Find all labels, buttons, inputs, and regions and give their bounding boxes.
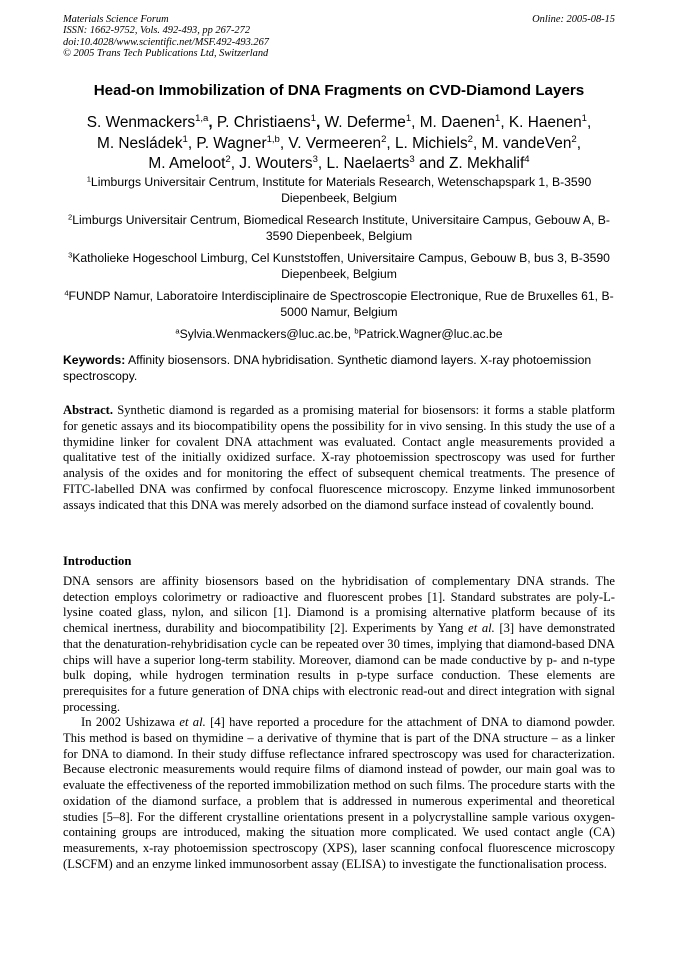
author-superscript: 1: [581, 113, 587, 125]
email-line: $^a$Sylvia.Wenmackers@luc.ac.be, $^b$Patrick.Wagner@luc.ac.be: [175, 326, 503, 341]
author-list: S. Wenmackers$^{1,a}$, P. Christiaens$^1$, W. Deferme$^1$, M. Daenen$^1$, K. Haenen$^1$, M. Nesládek$^1$, P. Wagner$^{1,b}$, V. Vermeeren$^2$, L. Michiels$^2$, M. vandeVen$^2$, M. Ameloot$^2$, J. Wouters$^3$, L. Naelaerts$^3$ and Z. Mekhalif$^4$: [86, 113, 592, 172]
paragraph-text: [3] have demonstrated that the denaturation-rehybridisation cycle can be repeated over 30 times, implying that diamond-based DNA chips will have a superior long-term stability. Moreover, diamond can be made conductive by p- and n-type bulk doping, while hydrogen termination results in p-type surface conduction. These elements are prerequisites for a future generation of DNA chips with electronic read-out and direct integration with signal processing.: [63, 621, 615, 714]
author-name: S. Wenmackers: [86, 114, 196, 131]
paragraph: [63, 715, 615, 872]
paragraph-text: In 2002 Ushizawa: [81, 715, 180, 730]
affiliation-number: 3: [68, 250, 73, 260]
email-marker: b: [354, 326, 359, 336]
paragraph-text: [4] have reported a procedure for the attachment of DNA to diamond powder. This method is based on thymidine – a derivative of thymine that is part of the DNA structure – as a linker for DNA to diamond. In their study diffuse reflectance infrared spectroscopy was used for characterization. Because electronic measurements would require films of diamond instead of powder, our main goal was to evaluate the effectiveness of the reported immobilization method on such films. The procedure starts with the oxidation of the diamond surface, a problem that is addressed in numerous experimental and theoretical studies [5–8]. For the different crystalline orientations present in a polycrystalline sample various oxygen-containing groups are introduced, making the situation more complicated. We used contact angle (CA) measurements, x-ray photoemission spectroscopy (XPS), laser scanning confocal fluorescence microscopy (LSCFM) and an enzyme linked immunosorbent assay (ELISA) to investigate the functionalisation process.: [63, 715, 615, 871]
author-superscript: 1,b: [266, 133, 280, 145]
author-name: K. Haenen: [508, 114, 582, 131]
author-name: L. Michiels: [394, 134, 468, 152]
author-name: P. Christiaens: [216, 114, 311, 131]
paragraph: [63, 574, 615, 715]
abstract: [63, 403, 615, 514]
affiliation-number: 4: [64, 288, 69, 298]
affiliation: [62, 289, 616, 320]
author-superscript: 1: [310, 113, 317, 125]
author-name: Z. Mekhalif: [448, 155, 525, 172]
author-superscript: 2: [467, 133, 473, 145]
paragraph-text: DNA sensors are affinity biosensors based on the hybridisation of complementary DNA strands. The detection employs colorimetry or radioactive and fluorescent probes [1]. Standard substrates are poly-L-lysine coated glass, nylon, and silicon [1]. Diamond is a promising alternative platform because of its chemical inertness, durability and biocompatibility [2]. Experiments by Yang: [63, 574, 615, 636]
author-name: V. Vermeeren: [288, 134, 382, 152]
author-name: L. Naelaerts: [326, 155, 410, 172]
author-superscript: 3: [409, 154, 415, 166]
affiliation-text: Limburgs Universitair Centrum, Institute for Materials Research, Wetenschapspark 1, B-3590 Diepenbeek, Belgium: [90, 175, 592, 205]
author-superscript: 1: [182, 133, 188, 145]
author-superscript: 1: [495, 113, 501, 125]
affiliation-list: [62, 175, 616, 350]
author-superscript: 2: [571, 133, 577, 145]
journal-header: [63, 14, 615, 60]
introduction-heading: Introduction: [63, 554, 132, 568]
author-name: M. Daenen: [419, 114, 496, 131]
journal-doi: doi:10.4028/www.scientific.net/MSF.492-493.267: [63, 36, 269, 48]
keywords-label: Keywords:: [63, 353, 126, 367]
affiliation-text: Katholieke Hogeschool Limburg, Cel Kunststoffen, Universitaire Campus, Gebouw B, bus 3, B-3590 Diepenbeek, Belgium: [72, 251, 610, 281]
author-name: P. Wagner: [196, 134, 267, 152]
journal-name: Materials Science Forum: [63, 14, 169, 25]
journal-copyright: © 2005 Trans Tech Publications Ltd, Switzerland: [63, 48, 269, 60]
introduction-body: [63, 574, 615, 872]
affiliation: [62, 251, 616, 282]
authors-and: and: [419, 155, 445, 172]
abstract-label: Abstract.: [63, 403, 114, 417]
author-superscript: 1,a: [195, 113, 209, 125]
author-superscript: 4: [524, 154, 530, 166]
affiliation: [62, 175, 616, 206]
affiliation-text: FUNDP Namur, Laboratoire Interdisciplinaire de Spectroscopie Electronique, Rue de Bruxelles 61, B-5000 Namur, Belgium: [68, 289, 614, 319]
affiliation: [62, 213, 616, 244]
email-a[interactable]: Sylvia.Wenmackers@luc.ac.be: [179, 327, 348, 341]
author-name: M. Ameloot: [148, 155, 226, 172]
online-date: Online: 2005-08-15: [532, 14, 615, 25]
author-name: M. Nesládek: [97, 134, 183, 152]
et-al: et al.: [179, 715, 206, 730]
keywords: [63, 352, 615, 384]
email-marker: a: [175, 326, 180, 336]
affiliation-number: 2: [67, 212, 73, 222]
author-superscript: 2: [381, 133, 387, 145]
author-name: M. vandeVen: [481, 134, 572, 152]
author-name: W. Deferme: [324, 114, 406, 131]
et-al: et al.: [468, 621, 495, 636]
affiliation-number: 1: [86, 174, 91, 184]
author-superscript: 1: [405, 113, 412, 125]
keywords-text: Affinity biosensors. DNA hybridisation. Synthetic diamond layers. X-ray photoemission spectroscopy.: [63, 353, 592, 383]
author-superscript: 3: [312, 154, 318, 166]
author-superscript: 2: [225, 154, 231, 166]
abstract-text: Synthetic diamond is regarded as a promising material for biosensors: it forms a stable platform for genetic assays and its biocompatibility opens the possibility for in vivo sensing. In this study the use of a thymidine linker for covalent DNA attachment was evaluated. Contact angle measurements provided a qualitative test of the initially oxidized surface. X-ray photoemission spectroscopy was used for further analysis of the oxides and for monitoring the effect of subsequent chemical treatments. The presence of FITC-labelled DNA was confirmed by confocal fluorescence microscopy. Enzyme linked immunosorbent assays indicated that this DNA was merely adsorbed on the diamond surface instead of covalently bound.: [63, 403, 615, 512]
email-b[interactable]: Patrick.Wagner@luc.ac.be: [358, 327, 503, 341]
affiliation-text: Limburgs Universitair Centrum, Biomedical Research Institute, Universitaire Campus, Gebouw A, B-3590 Diepenbeek, Belgium: [72, 213, 610, 243]
paper-title: Head-on Immobilization of DNA Fragments on CVD-Diamond Layers: [93, 82, 585, 99]
journal-issn: ISSN: 1662-9752, Vols. 492-493, pp 267-272: [63, 25, 251, 37]
author-name: J. Wouters: [239, 155, 313, 172]
